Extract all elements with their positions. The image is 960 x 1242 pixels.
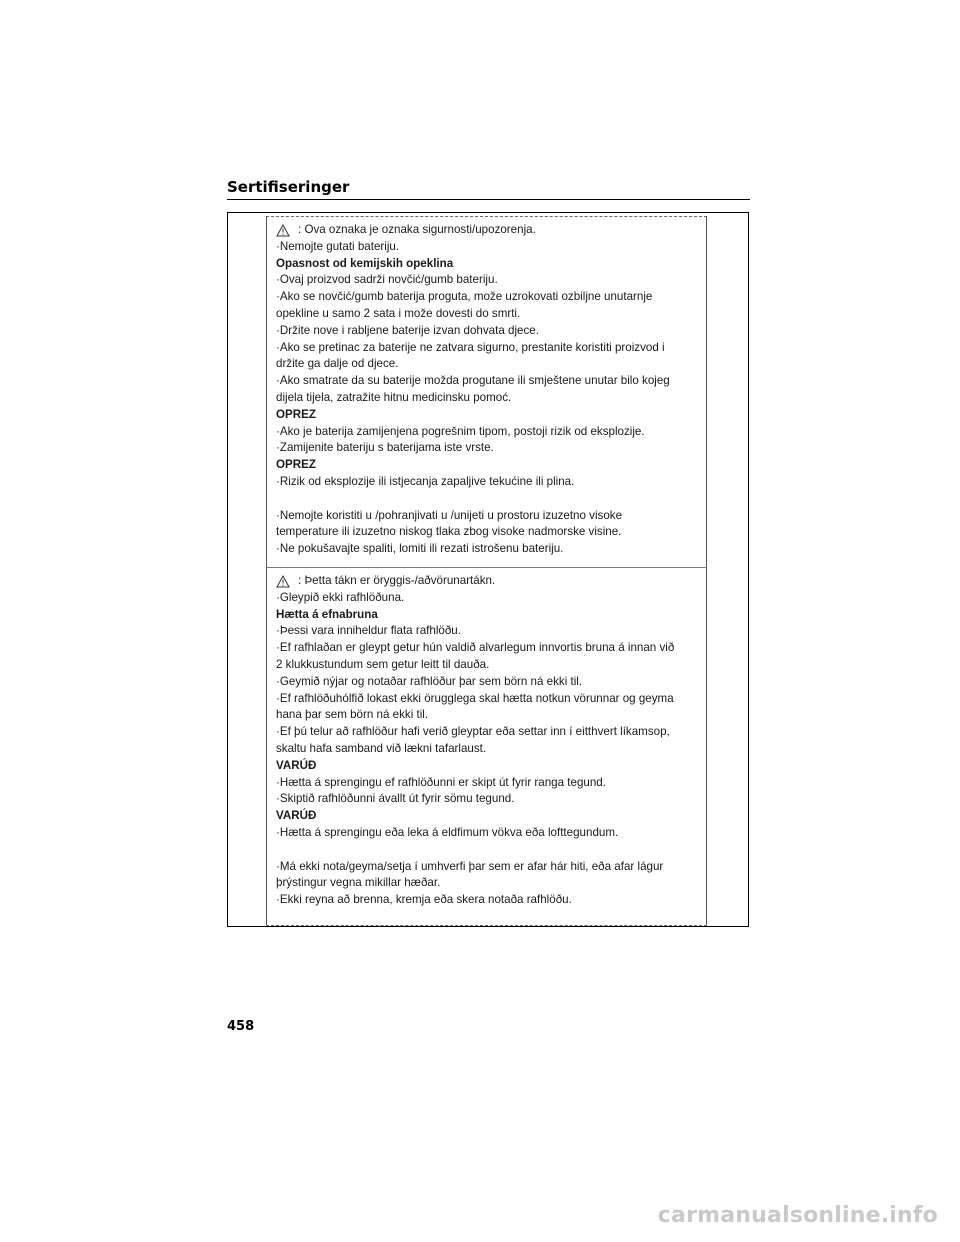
text-line: ·Držite nove i rabljene baterije izvan dohvata djece. bbox=[276, 323, 539, 337]
text-line: ·Ovaj proizvod sadrži novčić/gumb bateriju. bbox=[276, 273, 498, 287]
text-line: ·Þessi vara inniheldur flata rafhlöðu. bbox=[276, 624, 461, 638]
panel-right-rule bbox=[706, 567, 707, 926]
section-heading: OPREZ bbox=[276, 458, 316, 472]
section-heading: OPREZ bbox=[276, 407, 316, 421]
text-line: ·Ef rafhlaðan er gleypt getur hún valdið alvarlegum innvortis bruna á innan við bbox=[276, 641, 675, 655]
page-title: Sertifiseringer bbox=[227, 178, 350, 196]
panel-top-rule bbox=[266, 216, 707, 217]
croatian-text bbox=[276, 222, 695, 558]
text-line: ·Ef rafhlöðuhólfið lokast ekki örugglega skal hætta notkun vörunnar og geyma bbox=[276, 691, 674, 705]
text-line: opekline u samo 2 sata i može dovesti do smrti. bbox=[276, 306, 521, 320]
text-line: ·Zamijenite bateriju s baterijama iste vrste. bbox=[276, 441, 494, 455]
text-line: hana þar sem börn ná ekki til. bbox=[276, 708, 429, 722]
warning-triangle-icon bbox=[276, 575, 290, 588]
text-line: ·Ako smatrate da su baterije možda progutane ili smještene unutar bilo kojeg bbox=[276, 374, 670, 388]
site-watermark: carmanualsonline.info bbox=[657, 1203, 938, 1228]
blank-line bbox=[276, 842, 695, 859]
text-line: ·Nemojte gutati bateriju. bbox=[276, 239, 400, 253]
icelandic-warning-panel bbox=[266, 567, 707, 926]
text-line: ·Skiptið rafhlöðunni ávallt út fyrir sömu tegund. bbox=[276, 792, 515, 806]
text-line: ·Má ekki nota/geyma/setja í umhverfi þar sem er afar hár hiti, eða afar lágur bbox=[276, 859, 664, 873]
text-line: ·Gleypið ekki rafhlöðuna. bbox=[276, 590, 405, 604]
text-line: 2 klukkustundum sem getur leitt til dauða. bbox=[276, 657, 490, 671]
warning-intro-line bbox=[276, 573, 695, 590]
blank-line bbox=[276, 491, 695, 508]
text-line: ·Ef þú telur að rafhlöður hafi verið gleyptar eða settar inn í eitthvert líkamsop, bbox=[276, 725, 670, 739]
text-line: ·Ne pokušavajte spaliti, lomiti ili rezati istrošenu bateriju. bbox=[276, 542, 564, 556]
warning-intro-line bbox=[276, 222, 695, 239]
panel-bottom-rule bbox=[266, 925, 707, 926]
text-line: ·Hætta á sprengingu eða leka á eldfimum vökva eða lofttegundum. bbox=[276, 825, 619, 839]
panel-right-rule bbox=[706, 216, 707, 567]
section-heading: Opasnost od kemijskih opeklina bbox=[276, 256, 454, 270]
section-heading: VARÚÐ bbox=[276, 809, 317, 823]
warning-intro-text: : Þetta tákn er öryggis-/aðvörunartákn. bbox=[298, 574, 496, 587]
panel-divider-rule bbox=[266, 567, 707, 568]
warning-triangle-icon bbox=[276, 224, 290, 237]
text-line: ·Ako je baterija zamijenjena pogrešnim tipom, postoji rizik od eksplozije. bbox=[276, 424, 645, 438]
text-line: ·Nemojte koristiti u /pohranjivati u /unijeti u prostoru izuzetno visoke bbox=[276, 508, 623, 522]
page-number: 458 bbox=[227, 1019, 255, 1034]
text-line: ·Geymið nýjar og notaðar rafhlöður þar sem börn ná ekki til. bbox=[276, 674, 583, 688]
text-line: dijela tijela, zatražite hitnu medicinsku pomoć. bbox=[276, 390, 512, 404]
text-line: þrýstingur vegna mikillar hæðar. bbox=[276, 876, 441, 890]
section-heading: Hætta á efnabruna bbox=[276, 607, 378, 621]
text-line: temperature ili izuzetno niskog tlaka zbog visoke nadmorske visine. bbox=[276, 525, 622, 539]
title-rule bbox=[227, 199, 750, 200]
text-line: skaltu hafa samband við lækni tafarlaust. bbox=[276, 741, 487, 755]
text-line: držite ga dalje od djece. bbox=[276, 357, 399, 371]
text-line: ·Ekki reyna að brenna, kremja eða skera notaða rafhlöðu. bbox=[276, 893, 572, 907]
text-line: ·Rizik od eksplozije ili istjecanja zapaljive tekućine ili plina. bbox=[276, 474, 575, 488]
panel-left-rule bbox=[266, 567, 267, 926]
section-heading: VARÚÐ bbox=[276, 758, 317, 772]
text-line: ·Ako se novčić/gumb baterija proguta, može uzrokovati ozbiljne unutarnje bbox=[276, 290, 653, 304]
text-line: ·Hætta á sprengingu ef rafhlöðunni er skipt út fyrir ranga tegund. bbox=[276, 775, 606, 789]
text-line: ·Ako se pretinac za baterije ne zatvara sigurno, prestanite koristiti proizvod i bbox=[276, 340, 665, 354]
icelandic-text bbox=[276, 573, 695, 909]
croatian-warning-panel bbox=[266, 216, 707, 567]
panel-left-rule bbox=[266, 216, 267, 567]
warning-intro-text: : Ova oznaka je oznaka sigurnosti/upozorenja. bbox=[298, 223, 536, 236]
